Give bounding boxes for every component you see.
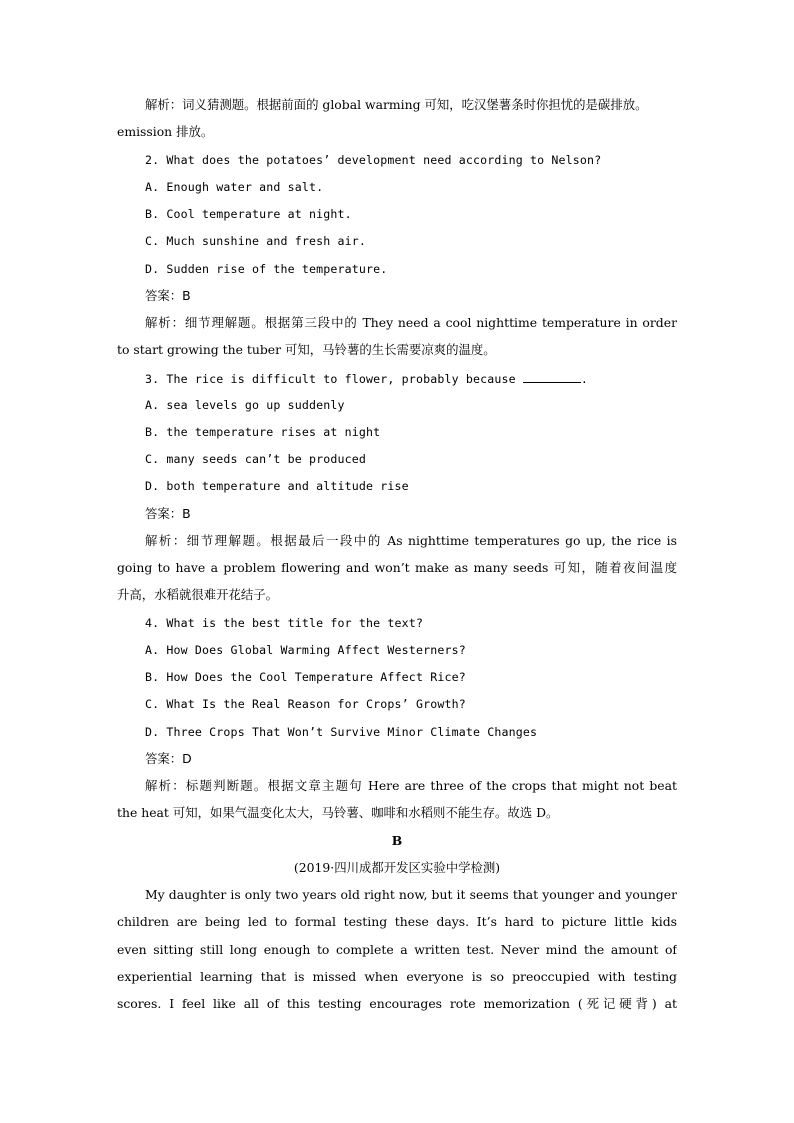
passage-line: experiential learning that is missed when everyone is so preoccupied with testing [117,969,677,984]
q3-option-a: A. sea levels go up suddenly [145,398,345,412]
q4-explanation-line1: 解析：标题判断题。根据文章主题句 Here are three of the crops that might not beat [145,778,677,793]
q3-stem-text: 3. The rice is difficult to flower, probably because [145,372,523,386]
q2-option-a: A. Enough water and salt. [145,180,324,194]
q3-option-d: D. both temperature and altitude rise [145,479,409,493]
q1-explanation-line1: 解析：词义猜测题。根据前面的 global warming 可知，吃汉堡薯条时你担忧的是碳排放。 [145,97,648,112]
section-source: (2019·四川成都开发区实验中学检测) [293,860,501,875]
q2-stem: 2. What does the potatoes’ development need according to Nelson? [145,153,602,167]
passage-line: children are being led to formal testing these days. It’s hard to picture little kids [117,914,677,929]
q3-option-c: C. many seeds can’t be produced [145,452,367,466]
q3-answer: 答案：B [145,506,191,521]
passage-line: My daughter is only two years old right now, but it seems that younger and younger [145,887,677,902]
passage-line: even sitting still long enough to complete a written test. Never mind the amount of [117,942,677,957]
q3-explanation-line3: 升高，水稻就很难开花结子。 [117,587,279,602]
q2-option-c: C. Much sunshine and fresh air. [145,234,367,248]
q4-answer: 答案：D [145,751,192,766]
q4-explanation-line2: the heat 可知，如果气温变化太大，马铃薯、咖啡和水稻则不能生存。故选 D。 [117,805,559,820]
q4-option-b: B. How Does the Cool Temperature Affect Rice? [145,670,466,684]
q3-option-b: B. the temperature rises at night [145,425,381,439]
q3-explanation-line2: going to have a problem flowering and won’t make as many seeds 可知，随着夜间温度 [117,560,677,575]
q1-explanation-line2: emission 排放。 [117,124,214,139]
q3-stem-end: . [580,372,589,386]
q2-option-b: B. Cool temperature at night. [145,207,352,221]
passage-line: scores. I feel like all of this testing encourages rote memorization (死记硬背) at [117,996,677,1011]
q3-answer-blank [523,370,581,383]
q4-option-c: C. What Is the Real Reason for Crops’ Growth? [145,697,466,711]
q2-explanation-line1: 解析：细节理解题。根据第三段中的 They need a cool nighttime temperature in order [145,315,677,330]
q2-answer: 答案：B [145,288,191,303]
section-heading: B [391,833,403,848]
q3-stem [145,370,677,387]
q4-option-a: A. How Does Global Warming Affect Westerners? [145,643,466,657]
q3-explanation-line1: 解析：细节理解题。根据最后一段中的 As nighttime temperatures go up, the rice is [145,533,677,548]
q2-explanation-line2: to start growing the tuber 可知，马铃薯的生长需要凉爽的温度。 [117,342,496,357]
q2-option-d: D. Sudden rise of the temperature. [145,262,388,276]
q4-stem: 4. What is the best title for the text? [145,616,424,630]
q4-option-d: D. Three Crops That Won’t Survive Minor Climate Changes [145,725,538,739]
